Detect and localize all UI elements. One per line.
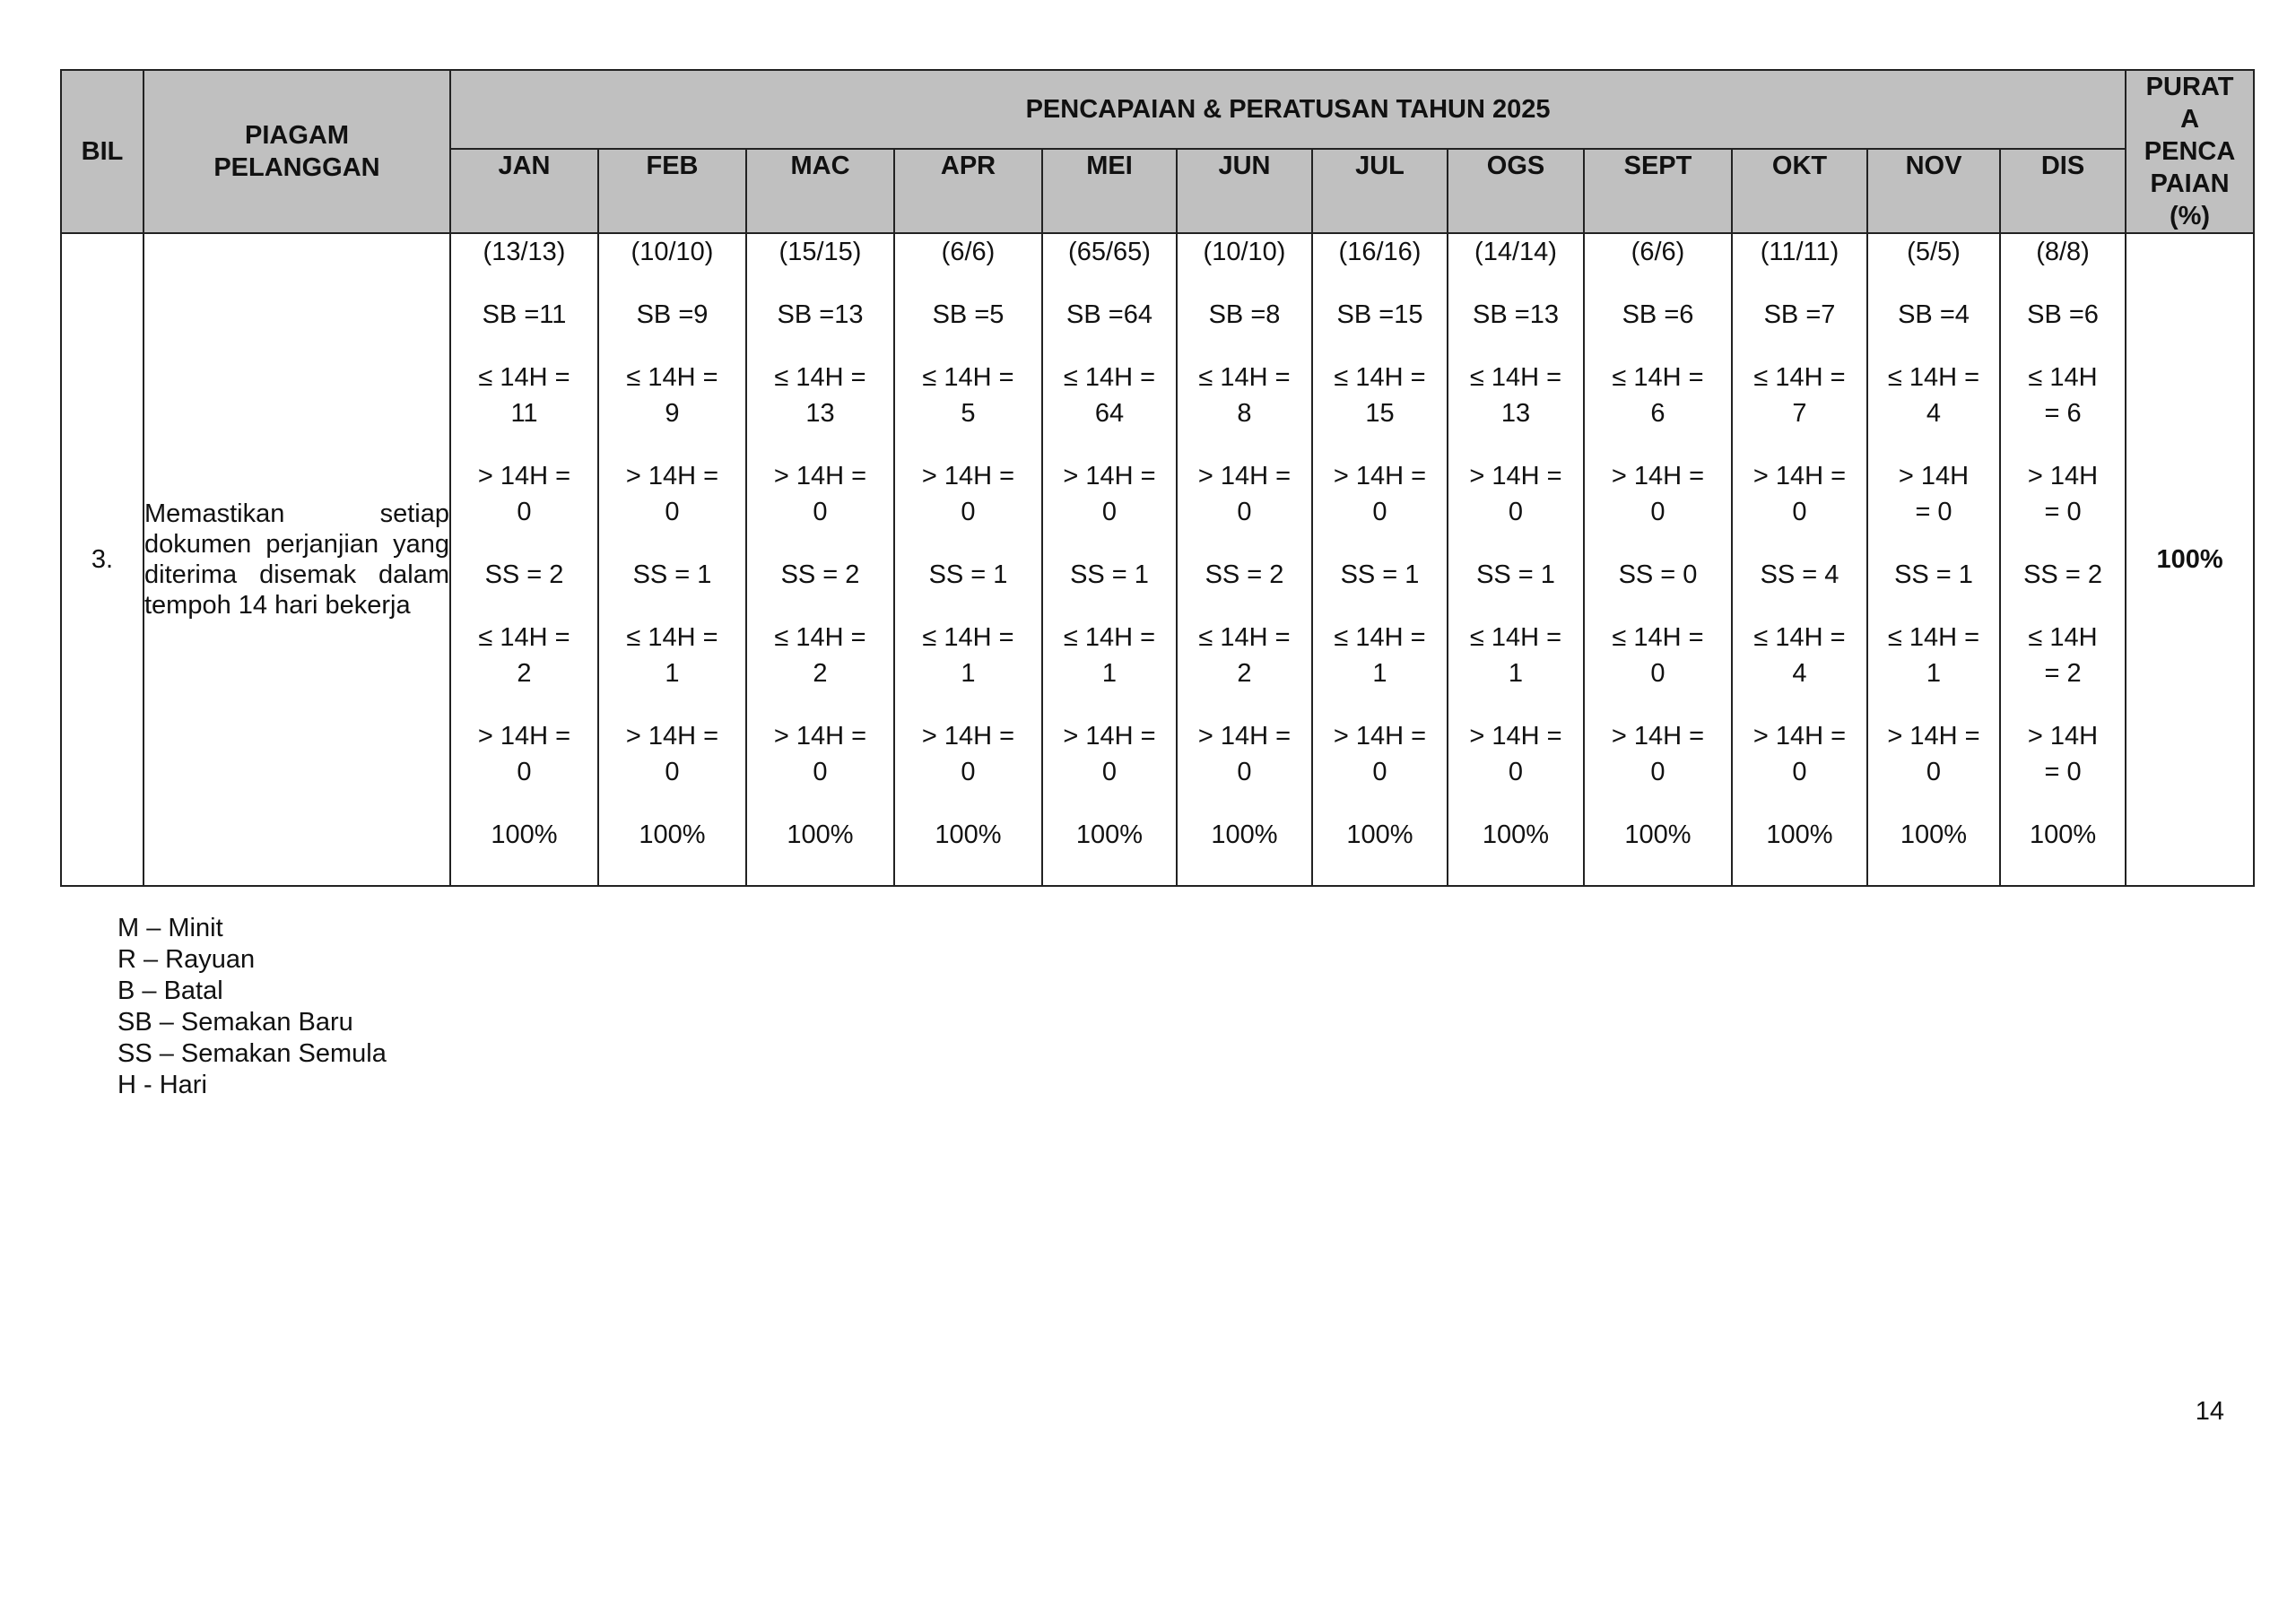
ss-over-14h-value: 0 [813, 758, 828, 786]
semakan-semula-count: SS = 2 [2023, 560, 2102, 589]
ss-over-14h-label: > 14H = [1333, 722, 1427, 751]
sb-over-14h-value: 0 [517, 498, 532, 526]
month-percentage: 100% [1900, 820, 1968, 849]
ss-over-14h-label: > 14H = [625, 722, 719, 751]
semakan-baru-count: SB =6 [2027, 300, 2099, 329]
month-cell-nov [1867, 233, 2000, 886]
ss-over-14h-value: 0 [517, 758, 532, 786]
ss-over-14h-label: > 14H = [1063, 722, 1156, 751]
piagam-header-line1: PIAGAM [245, 121, 349, 150]
ss-within-14h-label: ≤ 14H = [626, 623, 718, 652]
ss-within-14h-value: 1 [961, 659, 976, 688]
month-cell-okt [1732, 233, 1867, 886]
month-percentage: 100% [1211, 820, 1278, 849]
ss-within-14h-label: ≤ 14H = [1612, 623, 1704, 652]
month-header: SEPT [1584, 149, 1732, 233]
sb-over-14h-value: 0 [1372, 498, 1387, 526]
sb-within-14h-label: ≤ 14H = [1887, 363, 1980, 392]
month-total: (10/10) [1203, 238, 1286, 266]
sb-over-14h-label: > 14H [1898, 462, 1970, 490]
table-header [61, 70, 2254, 233]
sb-within-14h-label: ≤ 14H = [1198, 363, 1291, 392]
sb-over-14h-label: > 14H = [477, 462, 571, 490]
ss-over-14h-value: 0 [1792, 758, 1807, 786]
table-row [61, 233, 2254, 886]
sb-within-14h-label: ≤ 14H [2028, 363, 2098, 392]
month-total: (13/13) [483, 238, 566, 266]
ss-over-14h-label: > 14H = [1611, 722, 1705, 751]
legend-item: M – Minit [117, 914, 223, 942]
sb-within-14h-value: 8 [1237, 399, 1252, 428]
ss-over-14h-value: = 0 [2044, 758, 2082, 786]
ss-within-14h-label: ≤ 14H = [922, 623, 1014, 652]
sb-over-14h-value: 0 [1508, 498, 1524, 526]
semakan-baru-count: SB =5 [932, 300, 1004, 329]
semakan-baru-count: SB =8 [1208, 300, 1281, 329]
sb-within-14h-value: 64 [1094, 399, 1125, 428]
month-header: JUL [1312, 149, 1448, 233]
sb-over-14h-label: > 14H = [1469, 462, 1562, 490]
sb-over-14h-value: 0 [1101, 498, 1118, 526]
month-header: JAN [450, 149, 598, 233]
sb-within-14h-label: ≤ 14H = [1753, 363, 1846, 392]
semakan-baru-count: SB =64 [1066, 300, 1152, 329]
sb-within-14h-value: 13 [805, 399, 835, 428]
ss-over-14h-label: > 14H = [921, 722, 1015, 751]
sb-within-14h-label: ≤ 14H = [1334, 363, 1426, 392]
month-percentage: 100% [1346, 820, 1413, 849]
ss-over-14h-label: > 14H = [1197, 722, 1292, 751]
semakan-baru-count: SB =13 [1473, 300, 1559, 329]
sb-within-14h-value: 6 [1650, 399, 1665, 428]
month-header: OKT [1732, 149, 1867, 233]
ss-within-14h-label: ≤ 14H = [1334, 623, 1426, 652]
month-header: OGS [1448, 149, 1584, 233]
ss-over-14h-label: > 14H = [1887, 722, 1980, 751]
ss-within-14h-value: 1 [1926, 659, 1942, 688]
month-total: (6/6) [941, 238, 996, 266]
month-header: DIS [2000, 149, 2126, 233]
semakan-baru-count: SB =7 [1763, 300, 1836, 329]
header-row-top [61, 70, 2254, 149]
semakan-baru-count: SB =15 [1336, 300, 1423, 329]
ss-over-14h-value: 0 [961, 758, 976, 786]
month-total: (15/15) [778, 238, 862, 266]
ss-within-14h-value: 2 [517, 659, 532, 688]
pencapaian-title-header: PENCAPAIAN & PERATUSAN TAHUN 2025 [450, 70, 2126, 149]
month-percentage: 100% [1482, 820, 1550, 849]
ss-over-14h-label: > 14H = [773, 722, 867, 751]
month-cell-jan [450, 233, 598, 886]
ss-within-14h-label: ≤ 14H = [1469, 623, 1562, 652]
ss-over-14h-label: > 14H = [1752, 722, 1847, 751]
sb-within-14h-value: 15 [1365, 399, 1395, 428]
ss-over-14h-value: 0 [665, 758, 680, 786]
ss-within-14h-label: ≤ 14H = [1198, 623, 1291, 652]
bil-header: BIL [61, 70, 144, 233]
legend-item: SB – Semakan Baru [117, 1008, 353, 1037]
purata-header [2126, 70, 2254, 233]
sb-within-14h-value: 4 [1926, 399, 1942, 428]
ss-over-14h-value: 0 [1101, 758, 1118, 786]
sb-over-14h-value: 0 [961, 498, 976, 526]
ss-over-14h-label: > 14H = [477, 722, 571, 751]
month-cell-mac [746, 233, 894, 886]
sb-within-14h-label: ≤ 14H = [1612, 363, 1704, 392]
semakan-semula-count: SS = 4 [1760, 560, 1839, 589]
sb-within-14h-value: 5 [961, 399, 976, 428]
legend-item: B – Batal [117, 976, 223, 1005]
month-header: NOV [1867, 149, 2000, 233]
legend [117, 913, 387, 1101]
month-percentage: 100% [2029, 820, 2097, 849]
semakan-semula-count: SS = 2 [484, 560, 564, 589]
ss-over-14h-value: 0 [1650, 758, 1665, 786]
semakan-semula-count: SS = 1 [928, 560, 1008, 589]
semakan-baru-count: SB =4 [1898, 300, 1970, 329]
ss-within-14h-value: = 2 [2044, 659, 2082, 688]
legend-item: H - Hari [117, 1071, 207, 1099]
purata-header-line: PENCA [2144, 137, 2236, 166]
piagam-header-line2: PELANGGAN [213, 153, 380, 182]
sb-within-14h-value: 7 [1792, 399, 1807, 428]
month-percentage: 100% [1624, 820, 1692, 849]
semakan-baru-count: SB =11 [482, 300, 567, 329]
ss-within-14h-value: 1 [665, 659, 680, 688]
semakan-baru-count: SB =6 [1622, 300, 1694, 329]
ss-within-14h-label: ≤ 14H = [1887, 623, 1980, 652]
ss-within-14h-label: ≤ 14H = [478, 623, 570, 652]
month-percentage: 100% [1766, 820, 1833, 849]
sb-within-14h-value: = 6 [2044, 399, 2082, 428]
month-total: (6/6) [1631, 238, 1685, 266]
sb-over-14h-label: > 14H = [921, 462, 1015, 490]
month-total: (16/16) [1338, 238, 1422, 266]
purata-cell: 100% [2126, 233, 2254, 886]
semakan-baru-count: SB =9 [636, 300, 709, 329]
month-header: APR [894, 149, 1042, 233]
purata-header-line: A [2180, 105, 2200, 134]
sb-within-14h-label: ≤ 14H = [1469, 363, 1562, 392]
ss-over-14h-value: 0 [1237, 758, 1252, 786]
month-total: (8/8) [2036, 238, 2090, 266]
sb-within-14h-label: ≤ 14H = [626, 363, 718, 392]
month-percentage: 100% [1075, 820, 1144, 849]
ss-over-14h-label: > 14H = [1469, 722, 1562, 751]
ss-within-14h-label: ≤ 14H = [774, 623, 866, 652]
page-number: 14 [2195, 1397, 2224, 1426]
piagam-cell: Memastikan setiap dokumen perjanjian yang diterima disemak dalam tempoh 14 hari bekerja [144, 233, 450, 886]
ss-within-14h-value: 1 [1101, 659, 1118, 688]
month-header: MAC [746, 149, 894, 233]
semakan-semula-count: SS = 1 [1070, 560, 1149, 589]
month-header: JUN [1177, 149, 1312, 233]
bil-cell: 3. [61, 233, 144, 886]
purata-header-line: PURAT [2145, 73, 2234, 101]
month-cell-mei [1042, 233, 1177, 886]
month-cell-sept [1584, 233, 1732, 886]
charter-performance-table [60, 69, 2255, 887]
sb-within-14h-label: ≤ 14H = [478, 363, 570, 392]
ss-within-14h-value: 2 [813, 659, 828, 688]
sb-over-14h-label: > 14H = [773, 462, 867, 490]
semakan-semula-count: SS = 1 [1476, 560, 1555, 589]
sb-within-14h-value: 11 [510, 399, 538, 428]
ss-within-14h-label: ≤ 14H = [1753, 623, 1846, 652]
sb-over-14h-label: > 14H = [1333, 462, 1427, 490]
month-cell-feb [598, 233, 746, 886]
semakan-semula-count: SS = 2 [780, 560, 860, 589]
ss-within-14h-value: 1 [1508, 659, 1524, 688]
sb-over-14h-value: 0 [1792, 498, 1807, 526]
ss-within-14h-label: ≤ 14H [2028, 623, 2098, 652]
sb-over-14h-label: > 14H = [1197, 462, 1292, 490]
sb-within-14h-label: ≤ 14H = [1063, 363, 1156, 392]
sb-over-14h-value: 0 [813, 498, 828, 526]
sb-over-14h-value: 0 [1237, 498, 1252, 526]
ss-over-14h-label: > 14H [2027, 722, 2099, 751]
ss-over-14h-value: 0 [1508, 758, 1524, 786]
month-cell-ogs [1448, 233, 1584, 886]
month-header: FEB [598, 149, 746, 233]
sb-over-14h-value: 0 [665, 498, 680, 526]
ss-within-14h-value: 4 [1792, 659, 1807, 688]
table-body [61, 233, 2254, 886]
sb-over-14h-label: > 14H [2027, 462, 2099, 490]
semakan-semula-count: SS = 1 [1894, 560, 1973, 589]
sb-over-14h-label: > 14H = [1063, 462, 1156, 490]
ss-within-14h-value: 2 [1237, 659, 1252, 688]
sb-over-14h-label: > 14H = [625, 462, 719, 490]
semakan-semula-count: SS = 1 [1340, 560, 1420, 589]
purata-header-line: (%) [2169, 202, 2211, 230]
month-total: (14/14) [1474, 238, 1557, 266]
sb-within-14h-label: ≤ 14H = [774, 363, 866, 392]
month-cell-jun [1177, 233, 1312, 886]
sb-over-14h-value: = 0 [2044, 498, 2082, 526]
semakan-semula-count: SS = 0 [1618, 560, 1698, 589]
sb-within-14h-value: 9 [665, 399, 680, 428]
purata-header-line: PAIAN [2150, 169, 2230, 198]
month-percentage: 100% [935, 820, 1002, 849]
month-total: (65/65) [1068, 238, 1151, 266]
ss-within-14h-value: 1 [1372, 659, 1387, 688]
semakan-semula-count: SS = 2 [1205, 560, 1284, 589]
month-percentage: 100% [787, 820, 854, 849]
month-total: (5/5) [1907, 238, 1961, 266]
sb-over-14h-label: > 14H = [1752, 462, 1847, 490]
legend-item: SS – Semakan Semula [117, 1039, 387, 1068]
ss-within-14h-value: 0 [1650, 659, 1665, 688]
month-header: MEI [1042, 149, 1177, 233]
month-cell-jul [1312, 233, 1448, 886]
sb-within-14h-label: ≤ 14H = [922, 363, 1014, 392]
month-percentage: 100% [639, 820, 706, 849]
month-cell-apr [894, 233, 1042, 886]
sb-over-14h-value: = 0 [1915, 498, 1952, 526]
month-percentage: 100% [491, 820, 558, 849]
ss-over-14h-value: 0 [1372, 758, 1387, 786]
legend-item: R – Rayuan [117, 945, 256, 974]
ss-over-14h-value: 0 [1926, 758, 1942, 786]
month-cell-dis [2000, 233, 2126, 886]
month-total: (10/10) [631, 238, 714, 266]
sb-within-14h-value: 13 [1500, 399, 1531, 428]
semakan-semula-count: SS = 1 [632, 560, 712, 589]
piagam-header [144, 70, 450, 233]
month-total: (11/11) [1760, 238, 1839, 266]
semakan-baru-count: SB =13 [777, 300, 864, 329]
sb-over-14h-value: 0 [1650, 498, 1665, 526]
ss-within-14h-label: ≤ 14H = [1063, 623, 1156, 652]
sb-over-14h-label: > 14H = [1611, 462, 1705, 490]
